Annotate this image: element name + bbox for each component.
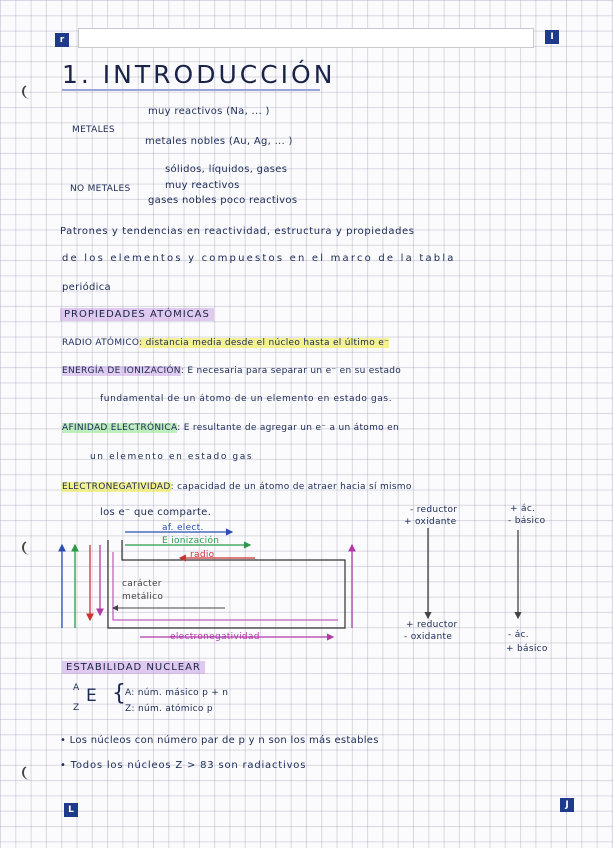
metales-item: metales nobles (Au, Ag, ... ) [145,136,293,147]
corner-logo-top-right: I [545,30,559,44]
def-afinidad: : E resultante de agregar un e⁻ a un átomo en [177,423,399,433]
label-right-bot1: + reductor [406,620,458,630]
metales-item: muy reactivos (Na, ... ) [148,106,270,117]
label-radio: radio [190,550,215,560]
no-metales-label: NO METALES [70,184,131,194]
no-metales-item: muy reactivos [165,180,240,191]
bullet-line: • Todos los núcleos Z > 83 son radiactivos [60,760,307,771]
label-far-top2: - básico [508,516,546,526]
section-heading-propiedades: PROPIEDADES ATÓMICAS [60,308,214,321]
def-electroneg: : capacidad de un átomo de atraer hacia sí mismo [170,482,412,492]
def-afinidad-cont: un elemento en estado gas [90,452,254,462]
symbol-sup: A [73,683,80,693]
corner-logo-bottom-left: L [64,803,78,817]
brace-icon: { [112,681,127,706]
symbol-sub: Z [73,703,80,713]
page-title: 1. INTRODUCCIÓN [62,60,336,89]
label-af-elect: af. elect. [162,523,204,533]
bullet-line: • Los núcleos con número par de p y n son los más estables [60,735,379,746]
no-metales-item: sólidos, líquidos, gases [165,164,288,175]
line-masico: A: núm. másico p + n [125,688,229,698]
term-radio: RADIO ATÓMICO [62,338,140,348]
intro-line: Patrones y tendencias en reactividad, estructura y propiedades [60,226,415,237]
metales-label: METALES [72,125,115,135]
corner-logo-bottom-right: J [560,798,574,812]
term-electroneg: ELECTRONEGATIVIDAD [62,482,171,492]
label-ionizacion: E ionización [162,536,220,546]
intro-line: de los elementos y compuestos en el marco de la tabla [62,253,456,264]
term-ionizacion: ENERGÍA DE IONIZACIÓN [62,366,181,376]
def-ionizacion: : E necesaria para separar un e⁻ en su estado [180,366,402,376]
label-right-top1: - reductor [410,505,458,515]
label-right-bot2: - oxidante [404,632,453,642]
corner-logo-top-left: r [55,33,69,47]
label-far-bot2: + básico [506,644,548,654]
label-electroneg: electronegatividad [170,632,260,642]
section-heading-estabilidad: ESTABILIDAD NUCLEAR [62,661,205,674]
line-atomico: Z: núm. atómico p [125,704,213,714]
label-far-bot1: - ác. [508,630,529,640]
def-electroneg-cont: los e⁻ que comparte. [100,507,212,518]
label-right-top2: + oxidante [404,517,457,527]
label-caracter: carácter metálico [122,579,164,602]
no-metales-item: gases nobles poco reactivos [148,195,298,206]
label-far-top1: + ác. [510,504,536,514]
element-symbol: E [86,686,98,706]
def-radio: : distancia media desde el núcleo hasta el último e⁻ [139,338,390,348]
def-ionizacion-cont: fundamental de un átomo de un elemento en estado gas. [100,394,393,404]
intro-line: periódica [62,282,111,293]
term-afinidad: AFINIDAD ELECTRÓNICA [62,423,178,433]
